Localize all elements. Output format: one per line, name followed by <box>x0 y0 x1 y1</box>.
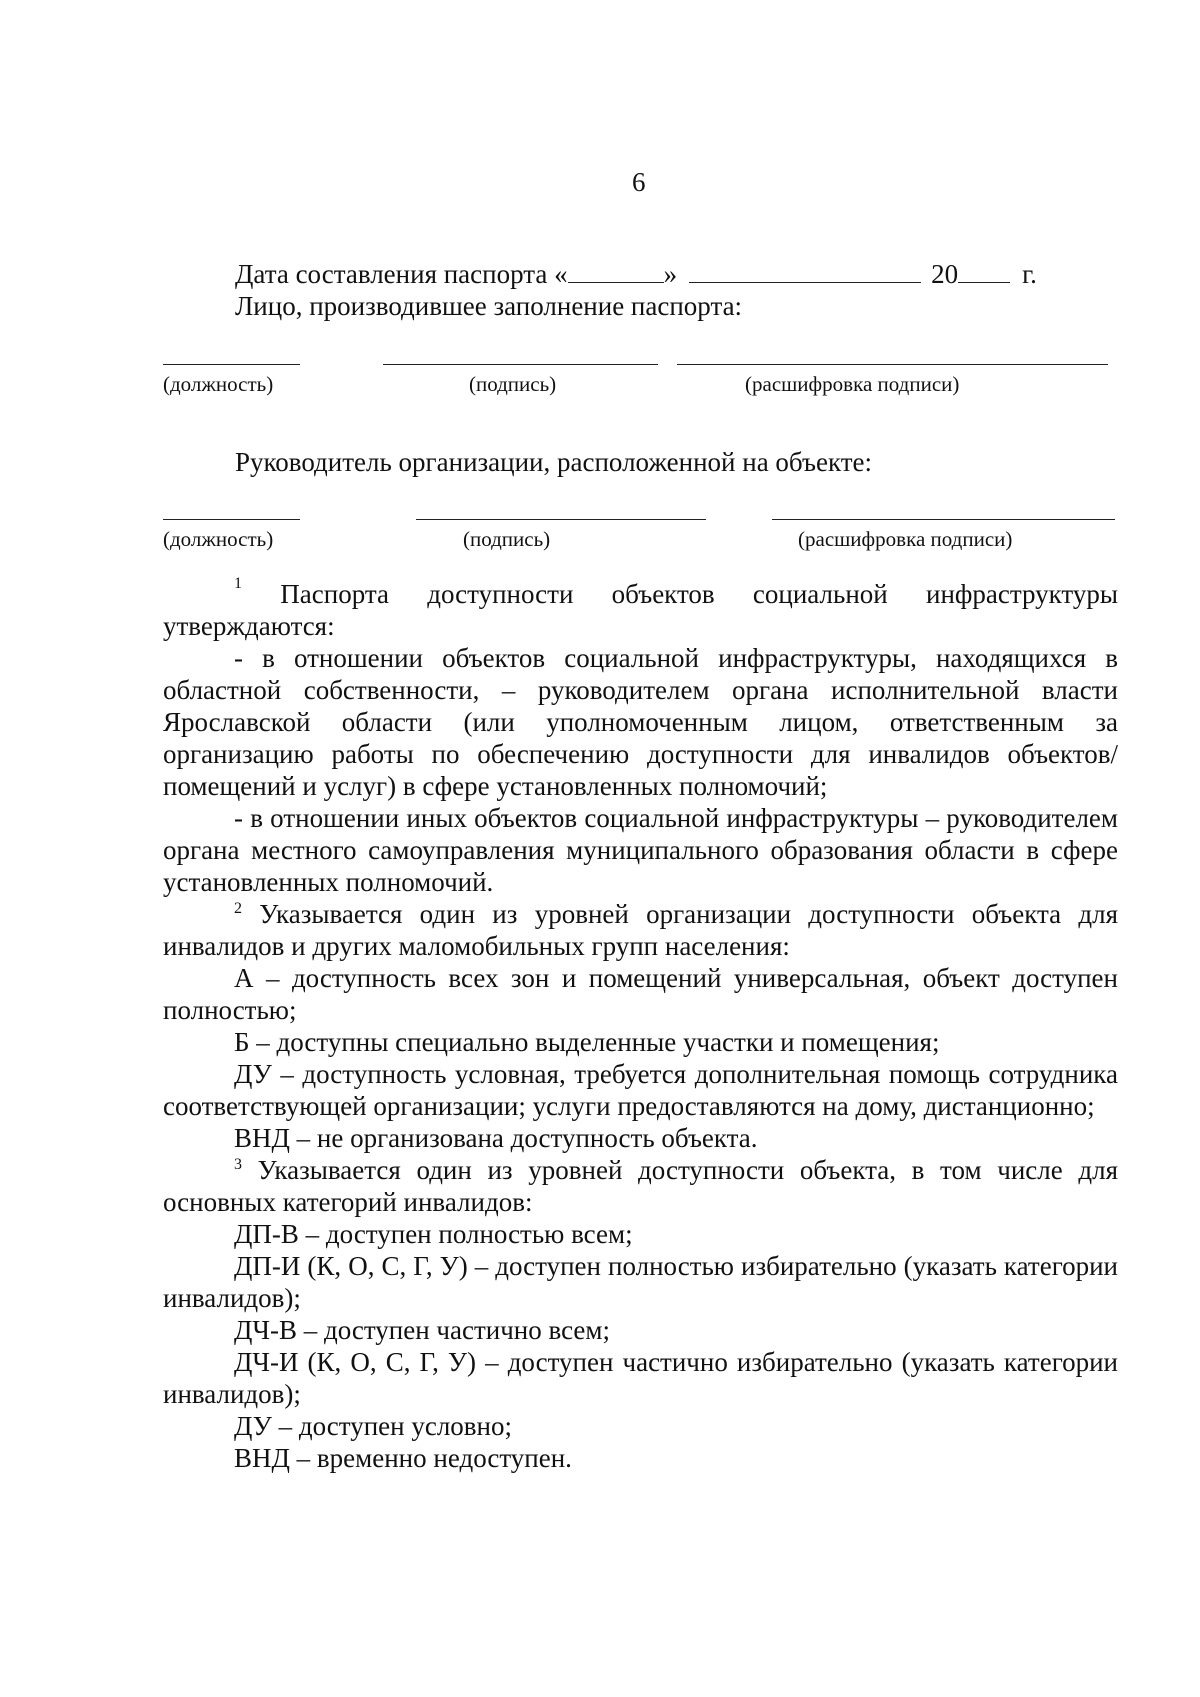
year-blank <box>958 260 1010 283</box>
quote-close: » <box>663 259 678 289</box>
filler-label: Лицо, производившее заполнение паспорта: <box>235 291 743 321</box>
footnote-2-intro: Указывается один из уровней организации доступности объекта для инвалидов и других маломобильных групп населения: <box>163 899 1119 961</box>
fn1-word: инфраструктуры <box>926 579 1118 609</box>
footnote-3-marker: 3 <box>234 1156 242 1173</box>
signature-caption-2: (подпись) <box>463 527 551 551</box>
fn3-level-dch-v: ДЧ-В – доступен частично всем; <box>234 1315 610 1345</box>
day-blank <box>568 260 664 283</box>
signature-line-2 <box>416 519 706 520</box>
page-number: 6 <box>632 167 646 197</box>
footnote-1-item-municipal: - в отношении иных объектов социальной инфраструктуры – руководителем органа местного самоуправления муниципального образования области в сфере установленных полномочий. <box>163 803 1118 897</box>
year-prefix: 20 <box>931 259 959 289</box>
decode-caption-1: (расшифровка подписи) <box>745 372 960 396</box>
footnote-1-item-regional: - в отношении объектов социальной инфраструктуры, находящихся в областной собственности, – руководителем органа исполнительной власти Ярославской области (или уполномоченным лицом, ответственным за организацию работы по обеспечению доступности для инвалидов объектов/ помещений и услуг) в сфере установленных полномочий; <box>163 643 1118 801</box>
fn2-level-du: ДУ – доступность условная, требуется дополнительная помощь сотрудника соответствующей организации; услуги предоставляются на дому, дистанционно; <box>163 1059 1118 1121</box>
fn3-level-vnd: ВНД – временно недоступен. <box>234 1443 572 1473</box>
date-label: Дата составления паспорта « <box>235 259 568 289</box>
head-label: Руководитель организации, расположенной на объекте: <box>235 447 872 477</box>
position-line-2 <box>163 519 300 520</box>
fn2-level-b: Б – доступны специально выделенные участки и помещения; <box>234 1027 940 1057</box>
decode-line-1 <box>677 364 1108 365</box>
signature-line-1 <box>383 364 658 365</box>
fn3-level-dch-i: ДЧ-И (К, О, С, Г, У) – доступен частично избирательно (указать категории инвалидов); <box>163 1347 1118 1409</box>
position-caption-1: (должность) <box>163 372 274 396</box>
fn3-level-dp-v: ДП-В – доступен полностью всем; <box>234 1219 633 1249</box>
decode-line-2 <box>772 519 1115 520</box>
month-blank <box>689 260 921 283</box>
fn1-word: социальной <box>752 579 888 609</box>
fn1-word: Паспорта <box>280 579 389 609</box>
footnote-1-continuation: утверждаются: <box>163 611 335 641</box>
footnote-2 <box>163 898 1118 962</box>
footnote-1-first-line <box>163 575 1118 610</box>
footnote-3-intro: Указывается один из уровней доступности объекта, в том числе для основных категорий инвалидов: <box>163 1155 1118 1217</box>
fn3-level-dp-i: ДП-И (К, О, С, Г, У) – доступен полностью избирательно (указать категории инвалидов); <box>163 1251 1118 1313</box>
decode-caption-2: (расшифровка подписи) <box>798 527 1013 551</box>
fn3-level-du: ДУ – доступен условно; <box>234 1411 512 1441</box>
year-suffix: г. <box>1022 259 1037 289</box>
compilation-date-line <box>235 258 1037 290</box>
footnote-2-marker: 2 <box>234 900 242 917</box>
position-caption-2: (должность) <box>163 527 274 551</box>
fn2-level-a: А – доступность всех зон и помещений универсальная, объект доступен полностью; <box>163 963 1118 1025</box>
signature-caption-1: (подпись) <box>469 372 557 396</box>
fn1-word: доступности <box>427 579 574 609</box>
position-line-1 <box>163 364 300 365</box>
fn2-level-vnd: ВНД – не организована доступность объекта. <box>234 1123 758 1153</box>
footnotes <box>163 575 1119 1474</box>
fn1-word: объектов <box>611 579 715 609</box>
footnote-1-marker: 1 <box>234 575 242 592</box>
footnote-3 <box>163 1154 1118 1218</box>
